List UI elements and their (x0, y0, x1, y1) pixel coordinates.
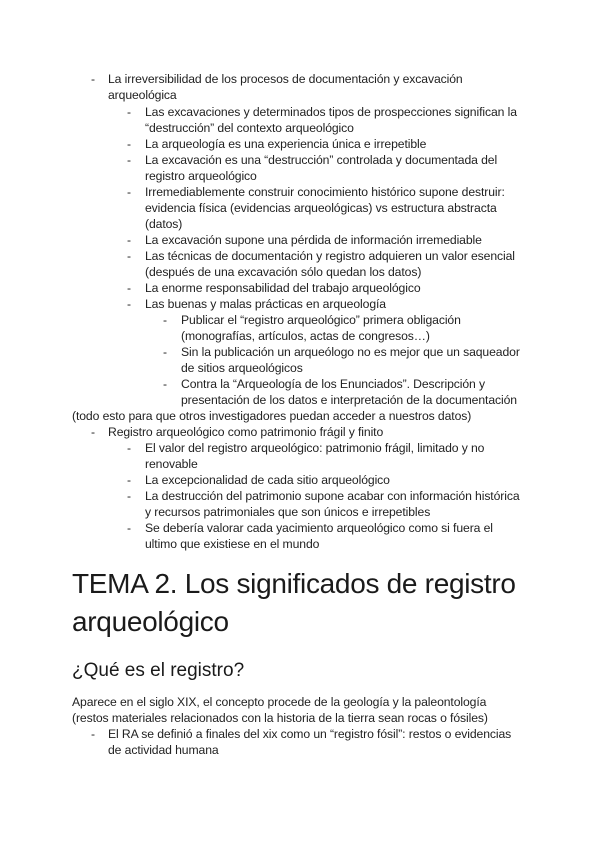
list-item-text: Publicar el “registro arqueológico” primera obligación (181, 313, 461, 327)
list-item-text: registro arqueológico (145, 169, 257, 183)
list-item-text: La excepcionalidad de cada sitio arqueológico (145, 473, 390, 487)
list-item-text: (después de una excavación sólo quedan los datos) (145, 265, 422, 279)
list-item-text: Sin la publicación un arqueólogo no es mejor que un saqueador (181, 345, 520, 359)
bullet-dash: - (127, 137, 132, 151)
list-item-text: de actividad humana (108, 743, 219, 757)
list-item-text: (datos) (145, 217, 183, 231)
paragraph-text: Aparece en el siglo XIX, el concepto procede de la geología y la paleontología (72, 695, 487, 709)
bullet-dash: - (91, 72, 96, 86)
bullet-dash: - (163, 377, 168, 391)
list-item-text: La enorme responsabilidad del trabajo arqueológico (145, 281, 421, 295)
list-item-text: de sitios arqueológicos (181, 361, 303, 375)
bullet-dash: - (127, 249, 132, 263)
section-title: TEMA 2. Los significados de registro (72, 568, 516, 599)
subsection-title: ¿Qué es el registro? (72, 660, 245, 681)
note-text: (todo esto para que otros investigadores puedan acceder a nuestros datos) (72, 409, 472, 423)
list-item-text: “destrucción” del contexto arqueológico (145, 121, 354, 135)
bullet-dash: - (127, 473, 132, 487)
list-item-text: Se debería valorar cada yacimiento arqueológico como si fuera el (145, 521, 493, 535)
list-item-text: El valor del registro arqueológico: patrimonio frágil, limitado y no (145, 441, 485, 455)
paragraph-text: (restos materiales relacionados con la historia de la tierra sean rocas o fósiles) (72, 711, 488, 725)
list-item-text: La excavación supone una pérdida de información irremediable (145, 233, 482, 247)
list-item-text: ultimo que existiese en el mundo (145, 537, 320, 551)
list-item-text: (monografías, artículos, actas de congresos…) (181, 329, 430, 343)
bullet-dash: - (91, 727, 96, 741)
list-item-text: y recursos patrimoniales que son únicos e irrepetibles (145, 505, 431, 519)
list-item-text: Las buenas y malas prácticas en arqueología (145, 297, 386, 311)
list-item-text: La excavación es una “destrucción” controlada y documentada del (145, 153, 498, 167)
section-title: arqueológico (72, 606, 229, 637)
list-item-text: Registro arqueológico como patrimonio frágil y finito (108, 425, 384, 439)
bullet-dash: - (127, 521, 132, 535)
bullet-dash: - (163, 345, 168, 359)
list-item-text: La destrucción del patrimonio supone acabar con información histórica (145, 489, 520, 503)
list-item-text: evidencia física (evidencias arqueológicas) vs estructura abstracta (145, 201, 497, 215)
bullet-dash: - (163, 313, 168, 327)
bullet-dash: - (91, 425, 96, 439)
list-item-text: Las técnicas de documentación y registro adquieren un valor esencial (145, 249, 515, 263)
bullet-dash: - (127, 105, 132, 119)
list-item-text: La irreversibilidad de los procesos de documentación y excavación (108, 72, 463, 86)
bullet-dash: - (127, 441, 132, 455)
list-item-text: presentación de los datos e interpretación de la documentación (181, 393, 517, 407)
bullet-dash: - (127, 153, 132, 167)
list-item-text: renovable (145, 457, 198, 471)
bullet-dash: - (127, 233, 132, 247)
bullet-dash: - (127, 489, 132, 503)
bullet-dash: - (127, 185, 132, 199)
list-item-text: El RA se definió a finales del xix como un “registro fósil”: restos o evidencias (108, 727, 512, 741)
bullet-dash: - (127, 297, 132, 311)
list-item-text: arqueológica (108, 88, 177, 102)
bullet-dash: - (127, 281, 132, 295)
list-item-text: Las excavaciones y determinados tipos de prospecciones significan la (145, 105, 517, 119)
list-item-text: Irremediablemente construir conocimiento histórico supone destruir: (145, 185, 505, 199)
list-item-text: Contra la “Arqueología de los Enunciados”. Descripción y (181, 377, 485, 391)
list-item-text: La arqueología es una experiencia única e irrepetible (145, 137, 427, 151)
